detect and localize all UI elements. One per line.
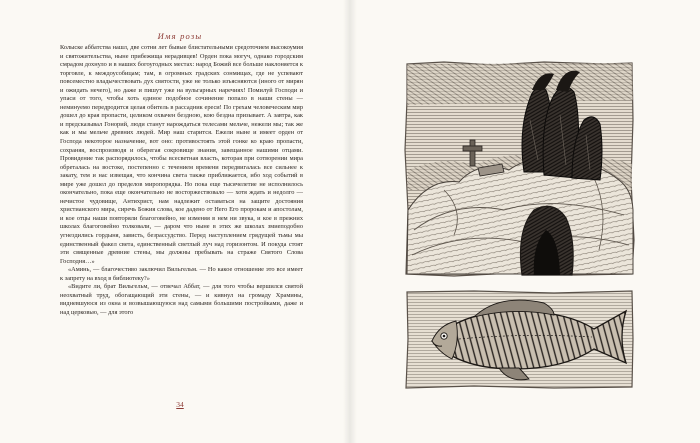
- paragraph-2: «Аминь, — благочестиво заключил Вильгельм. — Но какое отношение это все имеет к запрету на вход в библиотеку?»: [60, 266, 303, 282]
- book-gutter: [343, 0, 357, 443]
- paragraph-1: Колыске аббатства нашл, две сотни лет бывые блистательными средоточием высокоумия и святожительства, ныне прибежища нерадивцев! Орден пока могуч, однако городским смрадом дохнуло и в наших богоугодных местах: народ Божий все больше наклоняется к торговле, к междоусобицам; там, в огромных градских сонмищах, где не успевают повсеместно владычествовать дух святости, уже не только изъясняются (иного от мирян и ожидать нечего), но даже и пишут уже на вульгарных наречиях! Помилуй Господи и упаси от того, чтобы хоть единое подобное сочинение попало в наши стены — неминуемо передродится целая обитель в рассадник ереси! По грехам человеческим мир дошел до края пропасти, целиком охвачен бездною, кою бездна призывает. А завтра, как и предсказывал Гонорий, люди станут нарождаться телесами мельче, нежели мы; так же как и мы мельче древних людей. Мир наш старится. Ежели ныне и имеет орден от Господа некоторое назначение, вот оно: противостоять этой гонке ко краю пропасти, сохраняя, воспроизводя и оберегая сокровище знания, завещанное нашими отцами. Провидение так распорядилось, чтобы всесветная власть, которая при сотворении мира обреталась на востоке, постепенно с течением времени передвигалась все сильнее к закату, тем и нас извещая, что кончина света также приближается, ибо ход событий в мире уже дошел до пределов миропорядка. Но пока еще тысячелетие не исполнилось окончательно, пока еще окончательно не восторжествовало — хотя ждать и недолго — нечистое чудовище, Антихрист, нам надлежит оставаться на защите достояния христианского мира, сиречь Божия слова, кое дадено от Него Его пророкам и апостолам, и кое отцы наши повторяли благоговейно, не изменяя в нем ни звука, и кое в прежних школах благоговейно толковали, — даром что ныне в этих же школах змиеподобно угнездились гордыня, зависть, безрассудство. Перед наступлением грядущей тьмы мы единственный факел света, единственный светлый луч над горизонтом. И покуда стоят эти священные древние стены, мы должны пребывать на страже Святого Слова Господня…»: [60, 44, 303, 265]
- engraving-monks-cave-image: [404, 60, 635, 277]
- body-text: [60, 44, 303, 318]
- engraving-fish-image: [404, 289, 635, 390]
- paragraph-3: «Видите ли, брат Вильгельм, — отвечал Аббат, — для того чтобы вершился святой неохватный труд, обогащающий эти стены, — и кивнул на громаду Храмины, видневшуюся из окна и возвышающуюся над самыми большими постройками, даже и над церковью, — для этого: [60, 283, 303, 316]
- page-number: 34: [176, 400, 184, 409]
- engraving-monks-cave: [404, 60, 635, 277]
- engraving-fish: [404, 289, 635, 390]
- running-head: Имя розы: [157, 31, 203, 41]
